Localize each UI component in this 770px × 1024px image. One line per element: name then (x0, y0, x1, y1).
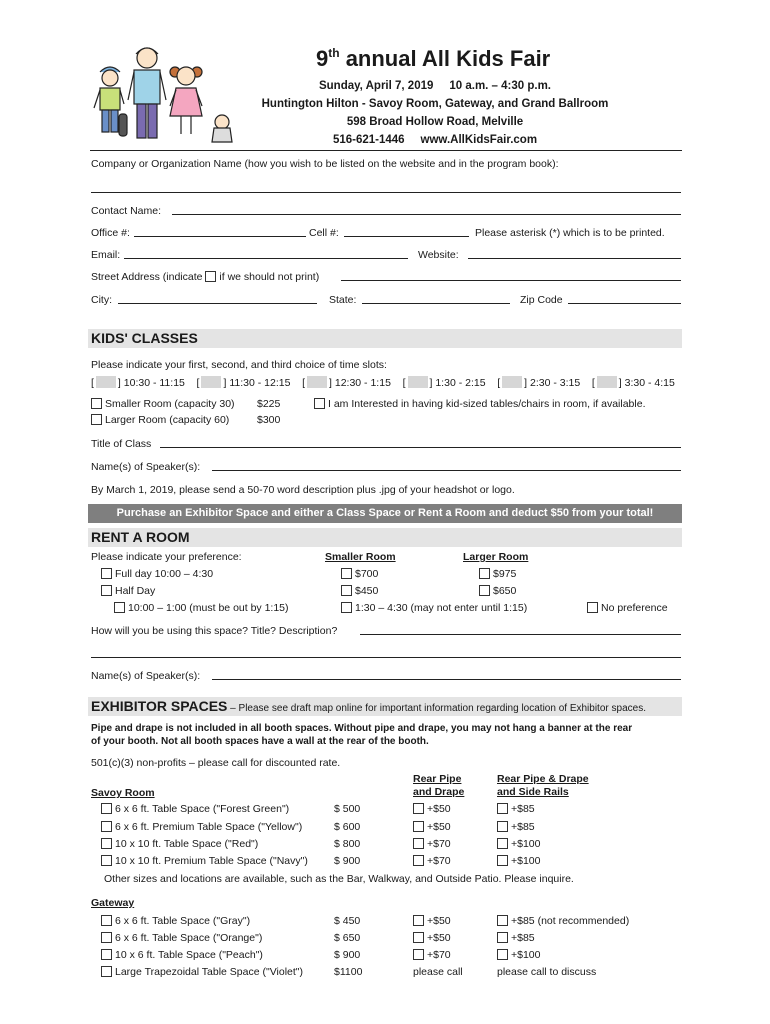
do-not-print-checkbox[interactable] (205, 271, 216, 282)
smaller-half-option (341, 585, 378, 597)
rear-note: please call (413, 966, 463, 978)
side-checkbox[interactable] (497, 838, 508, 849)
rear-option (413, 855, 451, 867)
half-morning-checkbox[interactable] (114, 602, 125, 613)
event-address: 598 Broad Hollow Road, Melville (346, 116, 524, 128)
contact-name-label: Contact Name: (91, 205, 162, 217)
half-morning-label: 10:00 – 1:00 (must be out by 1:15) (128, 602, 289, 614)
rear-option (413, 838, 451, 850)
office-field[interactable] (134, 236, 306, 237)
side-option (497, 855, 541, 867)
street-label-text: Street Address (indicate (91, 271, 203, 283)
class-title-label: Title of Class (91, 438, 152, 450)
time-slot-row: [ ] 10:30 - 11:15 [ ] 11:30 - 12:15 [ ] 12:30 - 1:15 [ ] 1:30 - 2:15 [ ] 2:30 - 3:15 [ ] 3:30 - 4:15 (91, 377, 675, 389)
usage-field-1[interactable] (360, 634, 681, 635)
half-day-label: Half Day (115, 585, 156, 597)
larger-room-label: Larger Room (capacity 60) (105, 414, 230, 426)
gateway-row (101, 932, 262, 944)
larger-room-header: Larger Room (463, 551, 529, 563)
tables-note: I am Interested in having kid-sized tables/chairs in room, if available. (328, 398, 646, 410)
smaller-full-checkbox[interactable] (341, 568, 352, 579)
street-field[interactable] (341, 280, 681, 281)
gateway-space-checkbox[interactable] (101, 966, 112, 977)
rear-option (413, 932, 451, 944)
room-speakers-field[interactable] (212, 679, 681, 680)
side-option (497, 949, 541, 961)
savoy-space-checkbox[interactable] (101, 838, 112, 849)
rear-option (413, 803, 451, 815)
title-number: 9 (316, 46, 329, 71)
rear-price: +$70 (427, 949, 451, 961)
larger-half-option (479, 585, 516, 597)
gateway-row (101, 966, 303, 978)
savoy-row (101, 803, 289, 815)
girl-figure-icon (170, 67, 202, 134)
class-speakers-label: Name(s) of Speaker(s): (91, 461, 201, 473)
no-preference-checkbox[interactable] (587, 602, 598, 613)
side-option (497, 821, 535, 833)
gateway-label: Gateway (91, 897, 135, 909)
space-name: 6 x 6 ft. Table Space ("Forest Green") (115, 803, 290, 815)
rent-instruction: Please indicate your preference: (91, 551, 242, 563)
rear-checkbox[interactable] (413, 949, 424, 960)
page-title (316, 46, 550, 72)
slot-5-label: 2:30 - 3:15 (529, 377, 581, 389)
savoy-room-label: Savoy Room (91, 787, 155, 799)
rear-option (413, 949, 451, 961)
full-day-checkbox[interactable] (101, 568, 112, 579)
rear-checkbox[interactable] (413, 915, 424, 926)
gateway-space-checkbox[interactable] (101, 915, 112, 926)
city-field[interactable] (118, 303, 317, 304)
rear-price: +$50 (427, 932, 451, 944)
side-price: +$100 (511, 838, 541, 850)
slot-3-label: 12:30 - 1:15 (334, 377, 391, 389)
usage-field-2[interactable] (91, 657, 681, 658)
street-label (91, 271, 319, 283)
side-price: +$85 (not recommended) (511, 915, 630, 927)
space-price: $ 450 (334, 915, 361, 927)
space-price: $1100 (334, 966, 363, 978)
half-day-checkbox[interactable] (101, 585, 112, 596)
slot-3-box[interactable] (307, 376, 327, 388)
larger-room-price: $300 (257, 414, 281, 426)
space-price: $ 500 (334, 803, 361, 815)
room-speakers-label: Name(s) of Speaker(s): (91, 670, 201, 682)
email-label: Email: (91, 249, 121, 261)
rear-checkbox[interactable] (413, 838, 424, 849)
rear-pipe-header-2: and Drape (413, 786, 465, 798)
contact-name-field[interactable] (172, 214, 681, 215)
boy-figure-icon (94, 67, 127, 136)
space-price: $ 650 (334, 932, 361, 944)
other-sizes-note: Other sizes and locations are available, such as the Bar, Walkway, and Outside Patio. Please inquire. (104, 873, 574, 885)
space-name: 10 x 10 ft. Premium Table Space ("Navy") (115, 855, 308, 867)
gateway-row (101, 949, 263, 961)
space-name: 6 x 6 ft. Table Space ("Orange") (115, 932, 263, 944)
smaller-room-checkbox[interactable] (91, 398, 102, 409)
side-rails-header-1: Rear Pipe & Drape (497, 773, 589, 785)
promo-banner: Purchase an Exhibitor Space and either a Class Space or Rent a Room and deduct $50 from your total! (88, 504, 682, 523)
larger-half-checkbox[interactable] (479, 585, 490, 596)
rear-checkbox[interactable] (413, 855, 424, 866)
side-option (497, 932, 535, 944)
slot-2-label: 11:30 - 12:15 (229, 377, 291, 389)
no-preference-label: No preference (601, 602, 668, 614)
kids-classes-title: KIDS' CLASSES (91, 330, 198, 346)
full-day-label: Full day 10:00 – 4:30 (115, 568, 214, 580)
side-price: +$85 (511, 932, 535, 944)
cell-field[interactable] (344, 236, 469, 237)
rear-price: +$70 (427, 855, 451, 867)
larger-room-option (91, 414, 229, 426)
side-note: please call to discuss (497, 966, 597, 978)
smaller-room-option (91, 398, 235, 410)
usage-question: How will you be using this space? Title? Description? (91, 625, 338, 637)
smaller-room-header: Smaller Room (325, 551, 396, 563)
gateway-row (101, 915, 250, 927)
rear-price: +$70 (427, 838, 451, 850)
savoy-row (101, 855, 308, 867)
state-label: State: (329, 294, 357, 306)
full-day-option (101, 568, 213, 580)
company-field[interactable] (91, 192, 681, 193)
rear-option (413, 915, 451, 927)
rear-checkbox[interactable] (413, 821, 424, 832)
larger-full-price: $975 (493, 568, 517, 580)
smaller-half-checkbox[interactable] (341, 585, 352, 596)
event-contact: 516-621-1446 www.AllKidsFair.com (332, 134, 538, 146)
kids-illustration (92, 42, 242, 144)
side-checkbox[interactable] (497, 855, 508, 866)
exhibitor-heading (91, 698, 646, 714)
event-date: Sunday, April 7, 2019 10 a.m. – 4:30 p.m. (318, 80, 552, 92)
side-price: +$85 (511, 803, 535, 815)
rear-price: +$50 (427, 821, 451, 833)
time-slot-instruction: Please indicate your first, second, and third choice of time slots: (91, 359, 387, 371)
space-name: 10 x 6 ft. Table Space ("Peach") (115, 949, 263, 961)
gateway-space-checkbox[interactable] (101, 932, 112, 943)
asterisk-note: Please asterisk (*) which is to be printed. (475, 227, 665, 239)
savoy-space-checkbox[interactable] (101, 821, 112, 832)
title-text: annual All Kids Fair (339, 46, 551, 71)
side-checkbox[interactable] (497, 932, 508, 943)
street-label-suffix: if we should not print) (219, 271, 320, 283)
side-price: +$85 (511, 821, 535, 833)
side-option (497, 915, 629, 927)
rear-checkbox[interactable] (413, 803, 424, 814)
class-speakers-field[interactable] (212, 470, 681, 471)
pipe-drape-warning-1: Pipe and drape is not included in all booth spaces. Without pipe and drape, you may not hang a banner at the rear (91, 723, 633, 734)
slot-4-label: 1:30 - 2:15 (435, 377, 486, 389)
title-superscript: th (328, 46, 340, 60)
header-divider (90, 150, 682, 151)
rear-checkbox[interactable] (413, 932, 424, 943)
savoy-space-checkbox[interactable] (101, 803, 112, 814)
nonprofit-note: 501(c)(3) non-profits – please call for discounted rate. (91, 757, 341, 769)
space-name: Large Trapezoidal Table Space ("Violet") (115, 966, 304, 978)
half-afternoon-option (341, 602, 527, 614)
space-name: 10 x 10 ft. Table Space ("Red") (115, 838, 259, 850)
event-venue: Huntington Hilton - Savoy Room, Gateway, and Grand Ballroom (261, 98, 609, 110)
slot-4-box[interactable] (408, 376, 428, 388)
city-label: City: (91, 294, 112, 306)
slot-6-label: 3:30 - 4:15 (624, 377, 675, 389)
space-name: 6 x 6 ft. Premium Table Space ("Yellow") (115, 821, 303, 833)
company-label: Company or Organization Name (how you wish to be listed on the website and in the program book): (91, 158, 559, 170)
pipe-drape-warning-2: of your booth. Not all booth spaces have a wall at the rear of the booth. (91, 736, 429, 747)
office-label: Office #: (91, 227, 130, 239)
adult-figure-icon (128, 48, 166, 138)
smaller-full-price: $700 (355, 568, 379, 580)
larger-room-checkbox[interactable] (91, 414, 102, 425)
slot-1-box[interactable] (96, 376, 116, 388)
half-morning-option (114, 602, 289, 614)
savoy-row (101, 821, 302, 833)
space-price: $ 800 (334, 838, 361, 850)
tables-option (314, 398, 646, 410)
larger-half-price: $650 (493, 585, 517, 597)
state-field[interactable] (362, 303, 510, 304)
exhibitor-title: EXHIBITOR SPACES (91, 698, 228, 714)
savoy-space-checkbox[interactable] (101, 855, 112, 866)
smaller-room-price: $225 (257, 398, 281, 410)
slot-6-box[interactable] (597, 376, 617, 388)
exhibitor-title-note: – Please see draft map online for important information regarding location of Exhibitor spaces. (227, 703, 646, 714)
kid-tables-checkbox[interactable] (314, 398, 325, 409)
side-checkbox[interactable] (497, 803, 508, 814)
no-preference-option (587, 602, 668, 614)
side-checkbox[interactable] (497, 949, 508, 960)
zip-field[interactable] (568, 303, 681, 304)
larger-full-option (479, 568, 516, 580)
slot-1-label: 10:30 - 11:15 (123, 377, 185, 389)
rear-option (413, 821, 451, 833)
side-rails-header-2: and Side Rails (497, 786, 569, 798)
side-checkbox[interactable] (497, 915, 508, 926)
space-price: $ 900 (334, 949, 361, 961)
deadline-note: By March 1, 2019, please send a 50-70 word description plus .jpg of your headshot or logo. (91, 484, 515, 496)
side-price: +$100 (511, 949, 541, 961)
rear-price: +$50 (427, 915, 451, 927)
zip-label: Zip Code (520, 294, 563, 306)
slot-5-box[interactable] (502, 376, 522, 388)
space-price: $ 900 (334, 855, 361, 867)
half-afternoon-checkbox[interactable] (341, 602, 352, 613)
website-label: Website: (418, 249, 459, 261)
space-name: 6 x 6 ft. Table Space ("Gray") (115, 915, 251, 927)
rear-pipe-header-1: Rear Pipe (413, 773, 462, 785)
half-afternoon-label: 1:30 – 4:30 (may not enter until 1:15) (355, 602, 528, 614)
side-checkbox[interactable] (497, 821, 508, 832)
side-option (497, 803, 535, 815)
smaller-full-option (341, 568, 378, 580)
rear-price: +$50 (427, 803, 451, 815)
website-field[interactable] (468, 258, 681, 259)
slot-2-box[interactable] (201, 376, 221, 388)
smaller-half-price: $450 (355, 585, 379, 597)
smaller-room-label: Smaller Room (capacity 30) (105, 398, 235, 410)
class-title-field[interactable] (160, 447, 681, 448)
rent-room-title: RENT A ROOM (91, 529, 190, 545)
email-field[interactable] (124, 258, 408, 259)
toddler-figure-icon (212, 115, 232, 142)
space-price: $ 600 (334, 821, 361, 833)
cell-label: Cell #: (309, 227, 339, 239)
side-price: +$100 (511, 855, 541, 867)
half-day-option (101, 585, 155, 597)
savoy-row (101, 838, 258, 850)
larger-full-checkbox[interactable] (479, 568, 490, 579)
gateway-space-checkbox[interactable] (101, 949, 112, 960)
side-option (497, 838, 541, 850)
